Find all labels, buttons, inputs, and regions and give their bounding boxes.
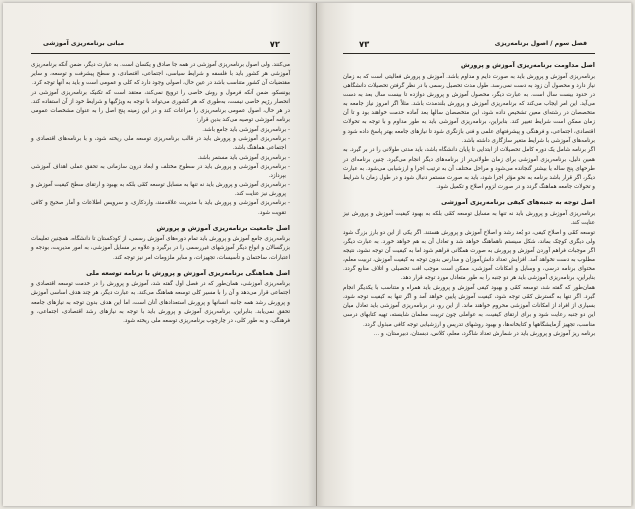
running-header — [3, 39, 316, 51]
page-body — [343, 61, 595, 340]
page-number: ۷۳ — [359, 39, 370, 49]
paragraph: اگر برنامه شامل یک دوره کامل تحصیلات از ابتدایی تا پایان دانشگاه باشد، باید مدتی طولانی را در بر گیرد. به همین دلیل، برنامه‌ریزی آموزشی برای زمان طولانی‌تر از برنامه‌های دیگر انجام می‌گیرد. چنین برنامه‌ای در طرحهای پنج ساله یا بیشتر گنجانده می‌شود و مراحل مختلف آن به ترتیب اجرا و ارزشیابی می‌شود. به عبارت دیگر، اگر قرار باشد برنامه به نحو مؤثر اجرا شود، باید به صورت مستمر دنبال شود و در طول زمان با شرایط و تحولات جامعه هماهنگ گردد و در صورت لزوم اصلاح و تکمیل شود. — [343, 147, 595, 190]
paragraph: برنامه ریز آموزش و پرورش باید در شمارش تعداد شاگرد، معلم، کلاس، دبستان، دبیرستان، و ... — [373, 331, 595, 338]
paragraph: می‌کنند. ولی اصول برنامه‌ریزی آموزشی در همه جا صادق و یکسان است. به عبارت دیگر، ضمن آنکه برنامه‌ریزی آموزشی هر کشور باید با فلسفه و شرایط سیاسی، اجتماعی، اقتصادی، و سطح پیشرفت و توسعه، و سایر مقتضیات آن کشور متناسب باشد در عین حال، اصولی وجود دارد که کلی و عمومی است و باید به آنها توجه کرد. — [31, 62, 290, 87]
book-spread — [3, 3, 632, 506]
section-heading: اصل توجه به جنبه‌های کیفی برنامه‌ریزی آموزشی — [441, 198, 595, 207]
header-rule — [31, 53, 290, 54]
list-item: - برنامه‌ریزی آموزشی و پرورش باید با مدیریت علاقه‌مند، واردکاری، و سرویس اطلاعات و آمار صحیح و کافی تقویت شود. — [31, 199, 290, 217]
running-title: مبانی برنامه‌ریزی آموزشی — [43, 40, 125, 47]
page-body — [31, 61, 290, 327]
list-item: - برنامه‌ریزی آموزشی باید مستمر باشد. — [31, 154, 290, 163]
running-title: فصل سوم / اصول برنامه‌ریزی — [494, 40, 587, 47]
gutter-shadow — [308, 3, 316, 506]
section-heading: اصل هماهنگی برنامه‌ریزی آموزش و پرورش با برنامه توسعه ملی — [86, 268, 290, 277]
list-item: - برنامه‌ریزی آموزشی و پرورش باید نه تنها به مسایل توسعه کمّی بلکه به بهبود و ارتقای سطح کیفیت آموزش و پرورش نیز عنایت کند. — [31, 181, 290, 199]
running-header — [317, 39, 631, 51]
principles-list — [31, 126, 290, 218]
section-heading: اصل جامعیت برنامه‌ریزی آموزش و پرورش — [156, 223, 290, 232]
paragraph: یونسکو، ضمن آنکه فرمول و روش خاصی را ترویج نمی‌کند، معتقد است که تکنیک برنامه‌ریزی آموزشی در انحصار رژیم خاصی نیست، به‌طوری که هر کشوری می‌تواند با توجه به ویژگیها و شرایط خود از آن استفاده کند. در هر حال، اصول عمومی برنامه‌ریزی را مراعات کند و در این زمینه پنج اصل را به عنوان مشخصات عمومی برنامه آموزشی توصیه می‌کند بدین قرار: — [31, 89, 290, 124]
list-item: - برنامه‌ریزی آموزشی باید جامع باشد. — [31, 126, 290, 135]
paragraph: برنامه‌ریزی آموزش و پرورش باید به صورت دایم و مداوم باشد. آموزش و پرورش فعالیتی است که به زمان نیاز دارد و محصول آن زود به دست نمی‌رسد. طول مدت تحصیل رسمی با در نظر گرفتن تحصیلات دانشگاهی در حدود بیست سال است. به عبارت دیگر، محصول آموزش و پرورش دوازده تا بیست سال بعد به دست می‌آید. این امر ایجاب می‌کند که برنامه‌ریزی آموزش و پرورش بلندمدت باشد. مثلاً اگر امروز نیاز جامعه به متخصصان در رشته‌ای معین تشخیص داده شود، این متخصصان سالها بعد آماده خدمت خواهند بود و تا آن زمان ممکن است شرایط تغییر کند. بنابراین، برنامه‌ریزی آموزشی باید به طور مداوم و با توجه به تحولات اقتصادی، اجتماعی، و فرهنگی و پیشرفتهای علمی و فنی بازنگری شود تا نیازهای جامعه بهتر پاسخ داده شود و برنامه‌های آموزشی با شرایط متغیر سازگاری داشته باشد. — [343, 73, 595, 144]
paragraph: برنامه‌ریزی آموزش و پرورش باید نه تنها به مسایل توسعه کمّی بلکه به بهبود کیفیت آموزش و پرورش نیز عنایت کند. — [343, 210, 595, 226]
list-item: - برنامه‌ریزی آموزشی و پرورش باید در سطوح مختلف و ابعاد درون سازمانی به تحقق عملی اهداف آموزشی بپردازد. — [31, 163, 290, 181]
paragraph: همان‌طور که گفته شد، توسعه کمّی و بهبود کیفی آموزش و پرورش باید همراه و متناسب با یکدیگر انجام گیرد. اگر تنها به گسترش کمّی توجه شود، کیفیت آموزش پایین خواهد آمد و اگر تنها به کیفیت توجه شود، بسیاری از افراد از امکانات آموزشی محروم خواهند ماند. از این رو، در برنامه‌ریزی آموزشی باید تعادل میان این دو جنبه رعایت شود و برای ارتقای کیفیت، به عواملی چون تربیت معلمان شایسته، تهیه کتابهای درسی مناسب، تجهیز آزمایشگاهها و کتابخانه‌ها، و بهبود روشهای تدریس و ارزشیابی توجه کافی مبذول گردد. — [343, 284, 595, 328]
paragraph: برنامه‌ریزی آموزشی، همان‌طور که در فصل اول گفته شد، آموزش و پرورش را در خدمت توسعه اقتصادی و اجتماعی قرار می‌دهد و آن را با مسیر کلی توسعه هماهنگ می‌کند. به عبارت دیگر، هر چند هدف اساسی آموزش و پرورش رشد همه جانبه انسانها و پرورش استعدادهای آنان است، اما این هدف بدون توجه به نیازهای جامعه تحقق نمی‌یابد. بنابراین، برنامه‌ریزی آموزش و پرورش باید با توجه به نیازهای رشد اقتصادی، اجتماعی، و فرهنگی، و به طور کلی، در چارچوب برنامه‌ریزی توسعه ملی ریخته شود. — [31, 281, 290, 324]
page-72 — [3, 3, 317, 506]
section-heading: اصل مداومت برنامه‌ریزی آموزش و پرورش — [460, 61, 595, 69]
list-item: - برنامه‌ریزی آموزشی و پرورش باید در قالب برنامه‌ریزی توسعه ملی ریخته شود، و با برنامه‌های اقتصادی و اجتماعی هماهنگ باشد. — [31, 135, 290, 153]
page-73 — [317, 3, 631, 506]
header-rule — [343, 53, 595, 54]
paragraph: برنامه‌ریزی جامع آموزش و پرورش باید تمام دوره‌های آموزش رسمی، از کودکستان تا دانشگاه، همچنین تعلیمات بزرگسالان و انواع دیگر آموزشهای غیررسمی را در برگیرد و علاوه بر مسایل آموزشی، به امور مدیریت، بودجه و اعتبارات، ساختمان و تأسیسات، تجهیزات، و سایر ملزومات امر نیز توجه کند. — [31, 236, 290, 261]
page-number: ۷۲ — [269, 39, 280, 49]
gutter-shadow — [317, 3, 325, 506]
paragraph: توسعه کمّی و اصلاح کیفی، دو بُعد رشد و اصلاح آموزش و پرورش هستند. اگر یکی از این دو بارز بزرگ شود ولی دیگری کوچک بماند، شکل سیستم ناهماهنگ خواهد شد و تعادل آن به هم خواهد خورد. به عبارت دیگر، اگر موجبات فراهم آوردن آموزش و پرورش به صورت همگانی فراهم شود اما به کیفیت آن توجه نشود، نتیجه مطلوب به دست نخواهد آمد. افزایش تعداد دانش‌آموزان و مدارس بدون توجه به کیفیت آموزش، تربیت معلم، محتوای برنامه درسی، و وسایل و امکانات آموزشی، ممکن است موجب افت تحصیلی و اتلاف منابع گردد. بنابراین، برنامه‌ریزی آموزشی باید هر دو جنبه را به طور متعادل مورد توجه قرار دهد. — [343, 229, 595, 282]
